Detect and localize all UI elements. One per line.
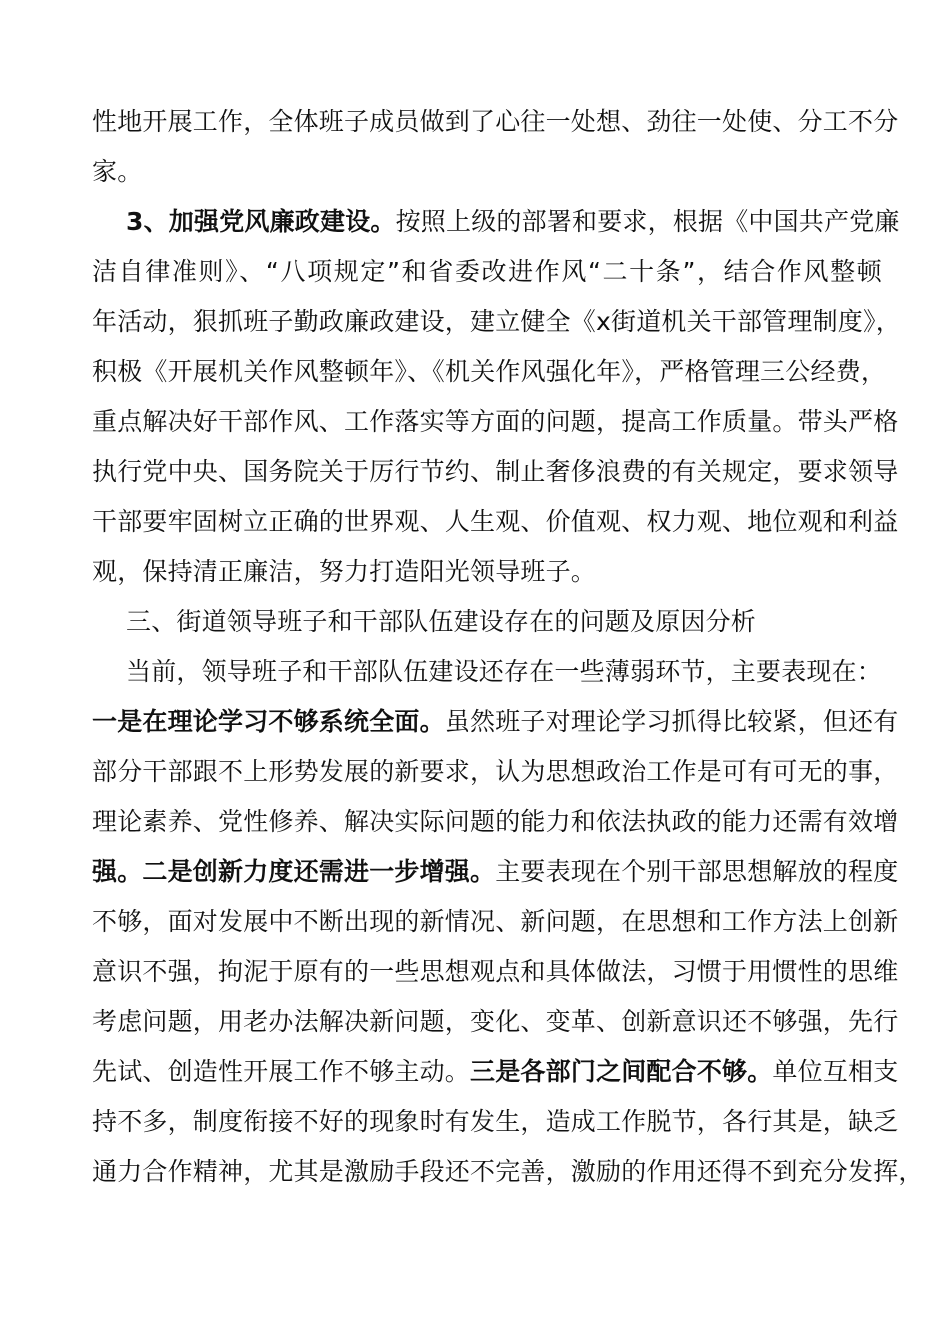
text-segment: 性地开展工作，全体班子成员做到了心往一处想、劲往一处使、分工不分 [92, 107, 899, 136]
text-line [92, 1152, 924, 1192]
text-segment: 年活动，狠抓班子勤政廉政建设，建立健全《x街道机关干部管理制度》， [92, 307, 901, 336]
text-line [92, 852, 899, 892]
text-segment: 洁自律准则》、“八项规定”和省委改进作风“二十条”，结合作风整顿 [92, 257, 882, 286]
text-segment: 部分干部跟不上形势发展的新要求，认为思想政治工作是可有可无的事， [92, 757, 899, 786]
text-segment: 家。 [92, 157, 143, 186]
text-line [92, 552, 882, 592]
text-segment: 主要表现在个别干部思想解放的程度 [495, 857, 899, 886]
chapter-heading [126, 602, 916, 642]
text-segment: 单位互相支 [772, 1057, 899, 1086]
text-segment: 先试、创造性开展工作不够主动。 [92, 1057, 471, 1086]
text-line [92, 102, 899, 142]
text-segment: 观，保持清正廉洁，努力打造阳光领导班子。 [92, 557, 597, 586]
point-heading: 一是在理论学习不够系统全面。 [92, 707, 445, 736]
section-heading: 3、加强党风廉政建设。 [126, 207, 396, 236]
text-line [92, 352, 887, 392]
text-segment: 重点解决好干部作风、工作落实等方面的问题，提高工作质量。带头严格 [92, 407, 899, 436]
text-segment: 考虑问题，用老办法解决新问题，变化、变革、创新意识还不够强，先行 [92, 1007, 899, 1036]
section-heading-line [126, 202, 900, 242]
text-line [92, 252, 882, 292]
text-line [92, 502, 899, 542]
text-segment: 干部要牢固树立正确的世界观、人生观、价值观、权力观、地位观和利益 [92, 507, 899, 536]
text-line [92, 1102, 899, 1142]
text-segment: 三、街道领导班子和干部队伍建设存在的问题及原因分析 [126, 607, 757, 636]
text-line [92, 902, 899, 942]
text-segment: 不够，面对发展中不断出现的新情况、新问题，在思想和工作方法上创新 [92, 907, 899, 936]
text-segment: 当前，领导班子和干部队伍建设还存在一些薄弱环节，主要表现在： [126, 657, 883, 686]
text-segment: 理论素养、党性修养、解决实际问题的能力和依法执政的能力还需有效增 [92, 807, 899, 836]
text-segment: 积极《开展机关作风整顿年》、《机关作风强化年》，严格管理三公经费， [92, 357, 887, 386]
text-segment: 持不多，制度衔接不好的现象时有发生，造成工作脱节，各行其是，缺乏 [92, 1107, 899, 1136]
text-line [92, 302, 901, 342]
text-line [92, 452, 899, 492]
text-line [92, 1052, 899, 1092]
point-heading: 强。二是创新力度还需进一步增强。 [92, 857, 496, 886]
text-segment: 执行党中央、国务院关于厉行节约、制止奢侈浪费的有关规定，要求领导 [92, 457, 899, 486]
text-line [92, 152, 882, 192]
text-line [92, 952, 899, 992]
text-line [92, 702, 899, 742]
text-line [92, 802, 899, 842]
text-segment: 通力合作精神，尤其是激励手段还不完善，激励的作用还得不到充分发挥， [92, 1157, 924, 1186]
text-line [126, 652, 916, 692]
text-line [92, 752, 899, 792]
point-heading: 三是各部门之间配合不够。 [470, 1057, 773, 1086]
text-line [92, 1002, 899, 1042]
text-line [92, 402, 899, 442]
text-segment: 虽然班子对理论学习抓得比较紧，但还有 [444, 707, 899, 736]
text-segment: 按照上级的部署和要求，根据《中国共产党廉 [395, 207, 900, 236]
text-segment: 意识不强，拘泥于原有的一些思想观点和具体做法，习惯于用惯性的思维 [92, 957, 899, 986]
